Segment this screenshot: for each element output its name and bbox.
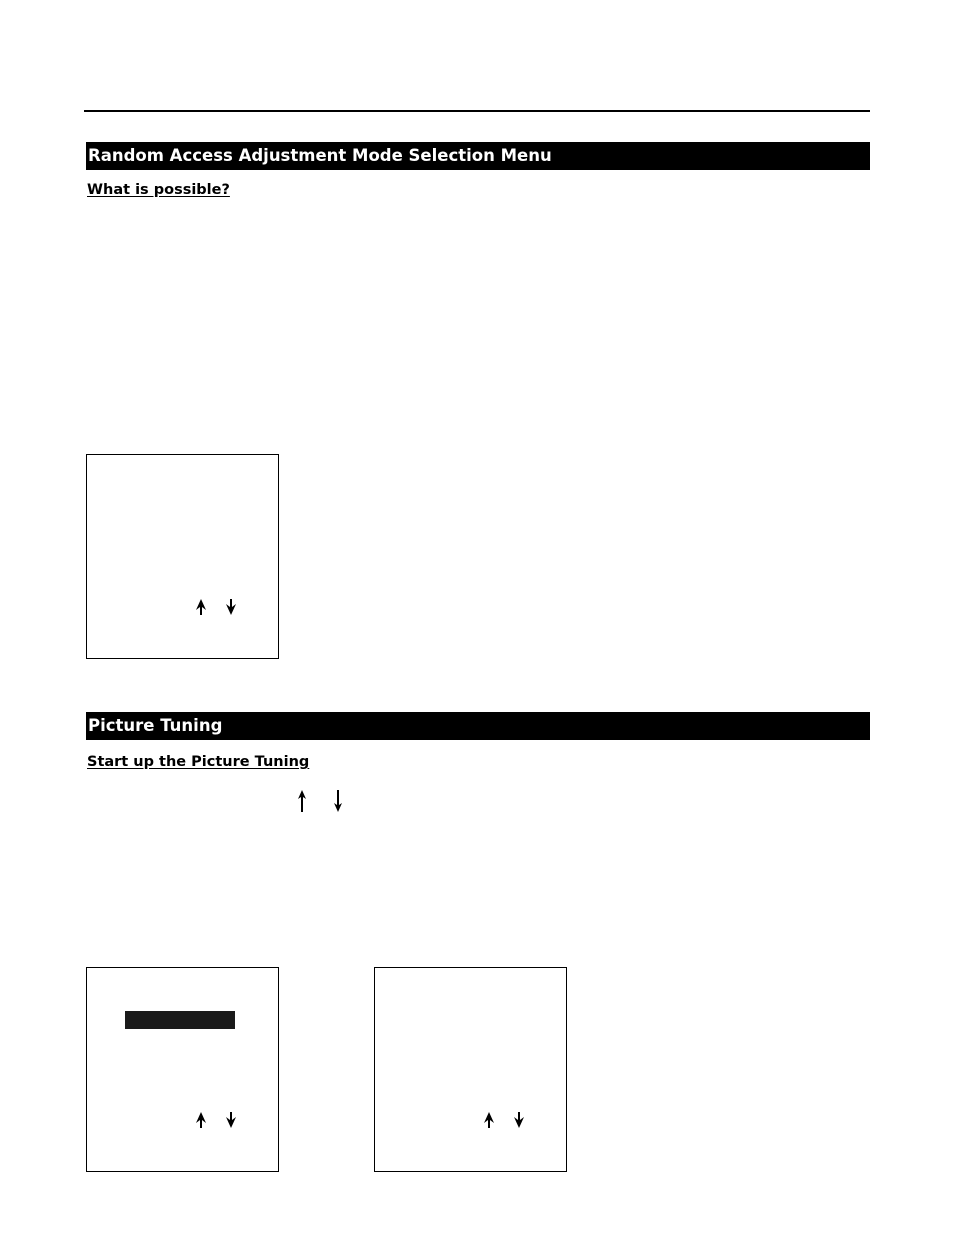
inline-nav-arrows <box>296 790 344 812</box>
menu-box-picture-tuning-right <box>374 967 567 1172</box>
up-arrow-icon <box>195 599 207 615</box>
up-arrow-icon <box>195 1112 207 1128</box>
section-title-random-access: Random Access Adjustment Mode Selection Menu <box>86 142 870 170</box>
down-arrow-icon <box>513 1112 525 1128</box>
down-arrow-icon <box>332 790 344 812</box>
menu-box-picture-tuning-left <box>86 967 279 1172</box>
down-arrow-icon <box>225 599 237 615</box>
top-rule <box>84 110 870 112</box>
subheading-start-picture-tuning: Start up the Picture Tuning <box>87 754 310 770</box>
menu-nav-arrows <box>195 599 237 615</box>
menu-nav-arrows <box>483 1112 525 1128</box>
menu-box-random-access <box>86 454 279 659</box>
up-arrow-icon <box>296 790 308 812</box>
menu-nav-arrows <box>195 1112 237 1128</box>
up-arrow-icon <box>483 1112 495 1128</box>
menu-highlight-bar <box>125 1011 235 1029</box>
subheading-what-is-possible: What is possible? <box>87 182 230 198</box>
down-arrow-icon <box>225 1112 237 1128</box>
section-title-picture-tuning: Picture Tuning <box>86 712 870 740</box>
